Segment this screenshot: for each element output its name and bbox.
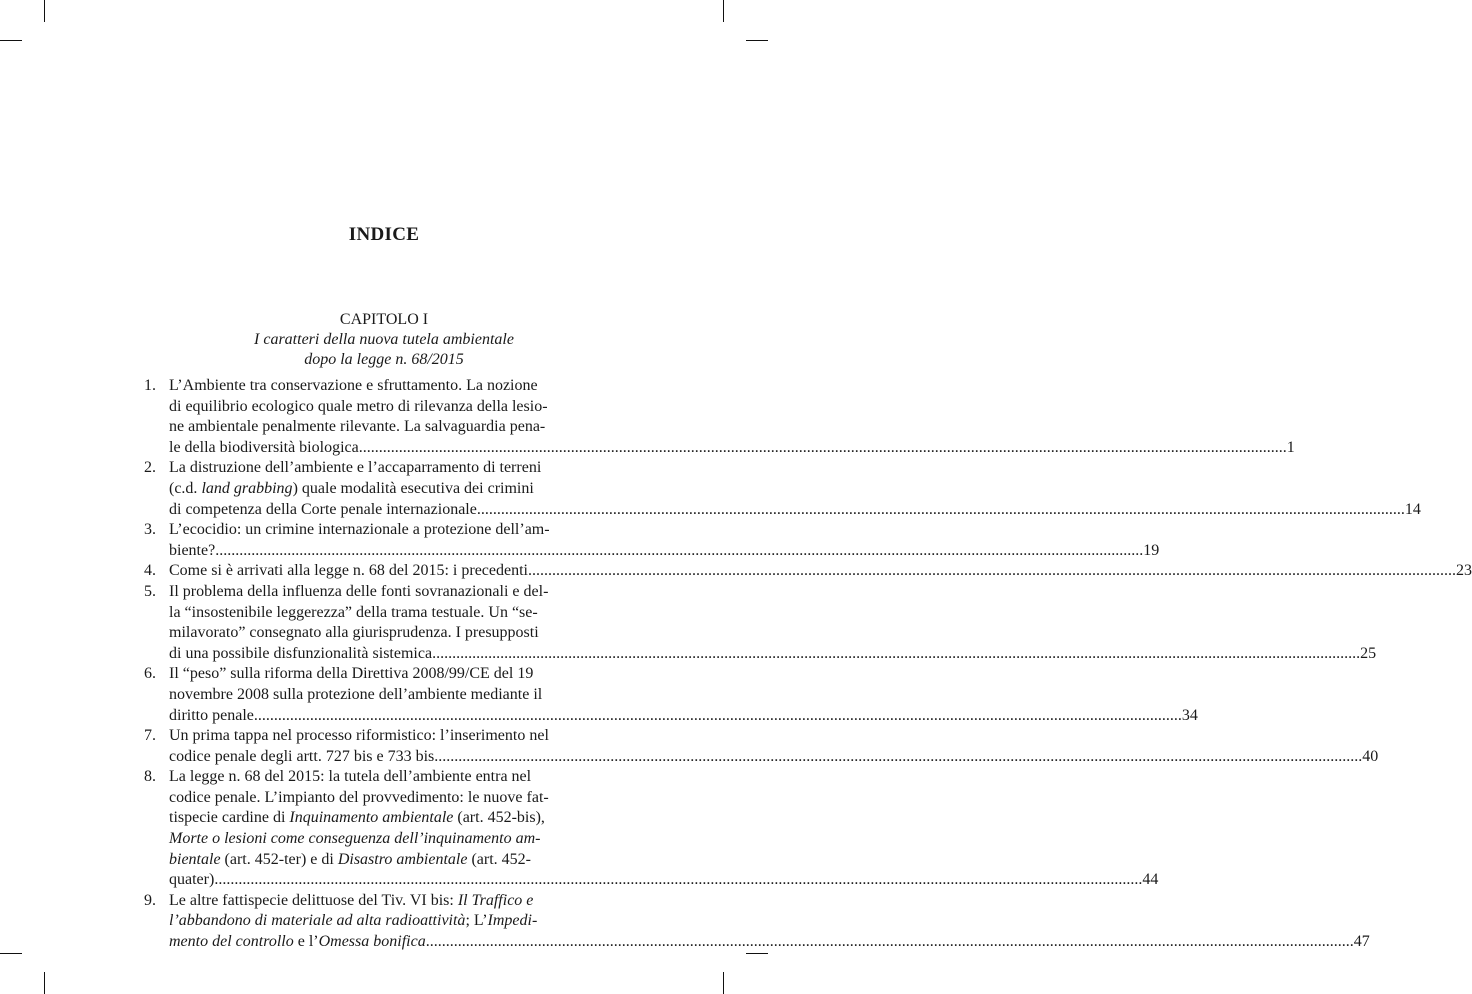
- page-number: 40: [1362, 747, 1379, 765]
- leader-dots: [434, 747, 1362, 768]
- entry-number: 7.: [144, 727, 156, 745]
- entry-number: 3.: [144, 521, 156, 539]
- entry-text-line: di equilibrio ecologico quale metro di rilevanza della lesio-: [169, 397, 548, 415]
- chapter-heading: [0, 310, 768, 370]
- entry-text-line: tispecie cardine di Inquinamento ambientale (art. 452-bis),: [169, 809, 545, 827]
- page-number: 47: [1353, 933, 1370, 951]
- entry-number: 6.: [144, 665, 156, 683]
- entry-text-line: codice penale. L’impianto del provvedimento: le nuove fat-: [169, 788, 549, 806]
- entry-text-line: (c.d. land grabbing) quale modalità esecutiva dei crimini: [169, 479, 534, 497]
- chapter-subtitle-line: dopo la legge n. 68/2015: [304, 351, 464, 368]
- crop-mark: [0, 40, 22, 41]
- entry-text-line: Il “peso” sulla riforma della Direttiva 2008/99/CE del 19: [169, 665, 534, 683]
- toc-entry[interactable]: [144, 376, 1295, 458]
- entry-text-line: La distruzione dell’ambiente e l’accaparramento di terreni: [169, 459, 542, 477]
- page-number: 23: [1456, 562, 1472, 580]
- entry-text-line: Un prima tappa nel processo riformistico: l’inserimento nel: [169, 727, 549, 745]
- entry-number: 5.: [144, 582, 156, 600]
- entry-text-line: mento del controllo e l’Omessa bonifica: [169, 933, 426, 951]
- entry-text-line: la “insostenibile leggerezza” della trama testuale. Un “se-: [169, 603, 538, 621]
- page-number: 44: [1142, 871, 1159, 889]
- toc-entry[interactable]: [144, 561, 1472, 582]
- crop-mark: [746, 953, 768, 954]
- entry-text-line: Morte o lesioni come conseguenza dell’inquinamento am-: [169, 830, 541, 848]
- entry-text-line: di competenza della Corte penale internazionale: [169, 500, 477, 518]
- page-number: 34: [1181, 706, 1198, 724]
- leader-dots: [426, 932, 1354, 953]
- toc-entry[interactable]: [144, 767, 1159, 891]
- crop-mark: [746, 40, 768, 41]
- entry-text-line: codice penale degli artt. 727 bis e 733 bis: [169, 747, 435, 765]
- page-number: 14: [1404, 500, 1421, 518]
- leader-dots: [477, 500, 1405, 521]
- leader-dots: [359, 438, 1287, 459]
- toc-entry[interactable]: [144, 664, 1198, 726]
- entry-text-line: diritto penale: [169, 706, 254, 724]
- crop-mark: [44, 972, 45, 994]
- entry-text-line: ne ambientale penalmente rilevante. La salvaguardia pena-: [169, 418, 546, 436]
- entry-text-line: l’abbandono di materiale ad alta radioattività; L’Impedi-: [169, 912, 538, 930]
- entry-text-line: L’Ambiente tra conservazione e sfruttamento. La nozione: [169, 377, 538, 394]
- toc-entry[interactable]: [144, 458, 1421, 520]
- table-of-contents: [144, 376, 1472, 953]
- chapter-label: CAPITOLO I: [339, 311, 429, 328]
- toc-entry[interactable]: [144, 726, 1379, 767]
- entry-text-line: le della biodiversità biologica: [169, 438, 359, 456]
- entry-text-line: bientale (art. 452-ter) e di Disastro ambientale (art. 452-: [169, 850, 531, 868]
- crop-mark: [0, 953, 22, 954]
- entry-number: 1.: [144, 377, 156, 394]
- entry-text-line: quater): [169, 871, 215, 889]
- toc-entry[interactable]: [144, 582, 1377, 664]
- entry-text-line: milavorato” consegnato alla giurisprudenza. I presupposti: [169, 624, 539, 642]
- entry-text-line: La legge n. 68 del 2015: la tutela dell’ambiente entra nel: [169, 768, 532, 786]
- toc-entry[interactable]: [144, 520, 1160, 561]
- entry-number: 2.: [144, 459, 156, 477]
- entry-text-line: Le altre fattispecie delittuose del Tiv. VI bis: Il Traffico e: [169, 891, 534, 909]
- crop-mark: [44, 0, 45, 22]
- entry-number: 8.: [144, 768, 156, 786]
- entry-text-line: L’ecocidio: un crimine internazionale a protezione dell’am-: [169, 521, 550, 539]
- entry-text-line: novembre 2008 sulla protezione dell’ambiente mediante il: [169, 685, 543, 703]
- leader-dots: [528, 561, 1456, 582]
- leader-dots: [432, 644, 1360, 665]
- leader-dots: [215, 541, 1143, 562]
- entry-text-line: biente?: [169, 541, 216, 559]
- page-number: 19: [1143, 541, 1160, 559]
- leader-dots: [254, 706, 1182, 727]
- entry-text-line: Come si è arrivati alla legge n. 68 del 2015: i precedenti: [169, 562, 528, 580]
- crop-mark: [723, 0, 724, 22]
- entry-number: 9.: [144, 891, 156, 909]
- crop-mark: [723, 972, 724, 994]
- page-title: INDICE: [348, 224, 420, 245]
- entry-number: 4.: [144, 562, 156, 580]
- leader-dots: [214, 870, 1142, 891]
- entry-text-line: di una possibile disfunzionalità sistemica: [169, 644, 433, 662]
- entry-text-line: Il problema della influenza delle fonti sovranazionali e del-: [169, 582, 549, 600]
- chapter-subtitle-line: I caratteri della nuova tutela ambientale: [254, 331, 514, 348]
- page-number: 1: [1286, 438, 1295, 456]
- page-number: 25: [1360, 644, 1377, 662]
- toc-entry[interactable]: [144, 891, 1370, 953]
